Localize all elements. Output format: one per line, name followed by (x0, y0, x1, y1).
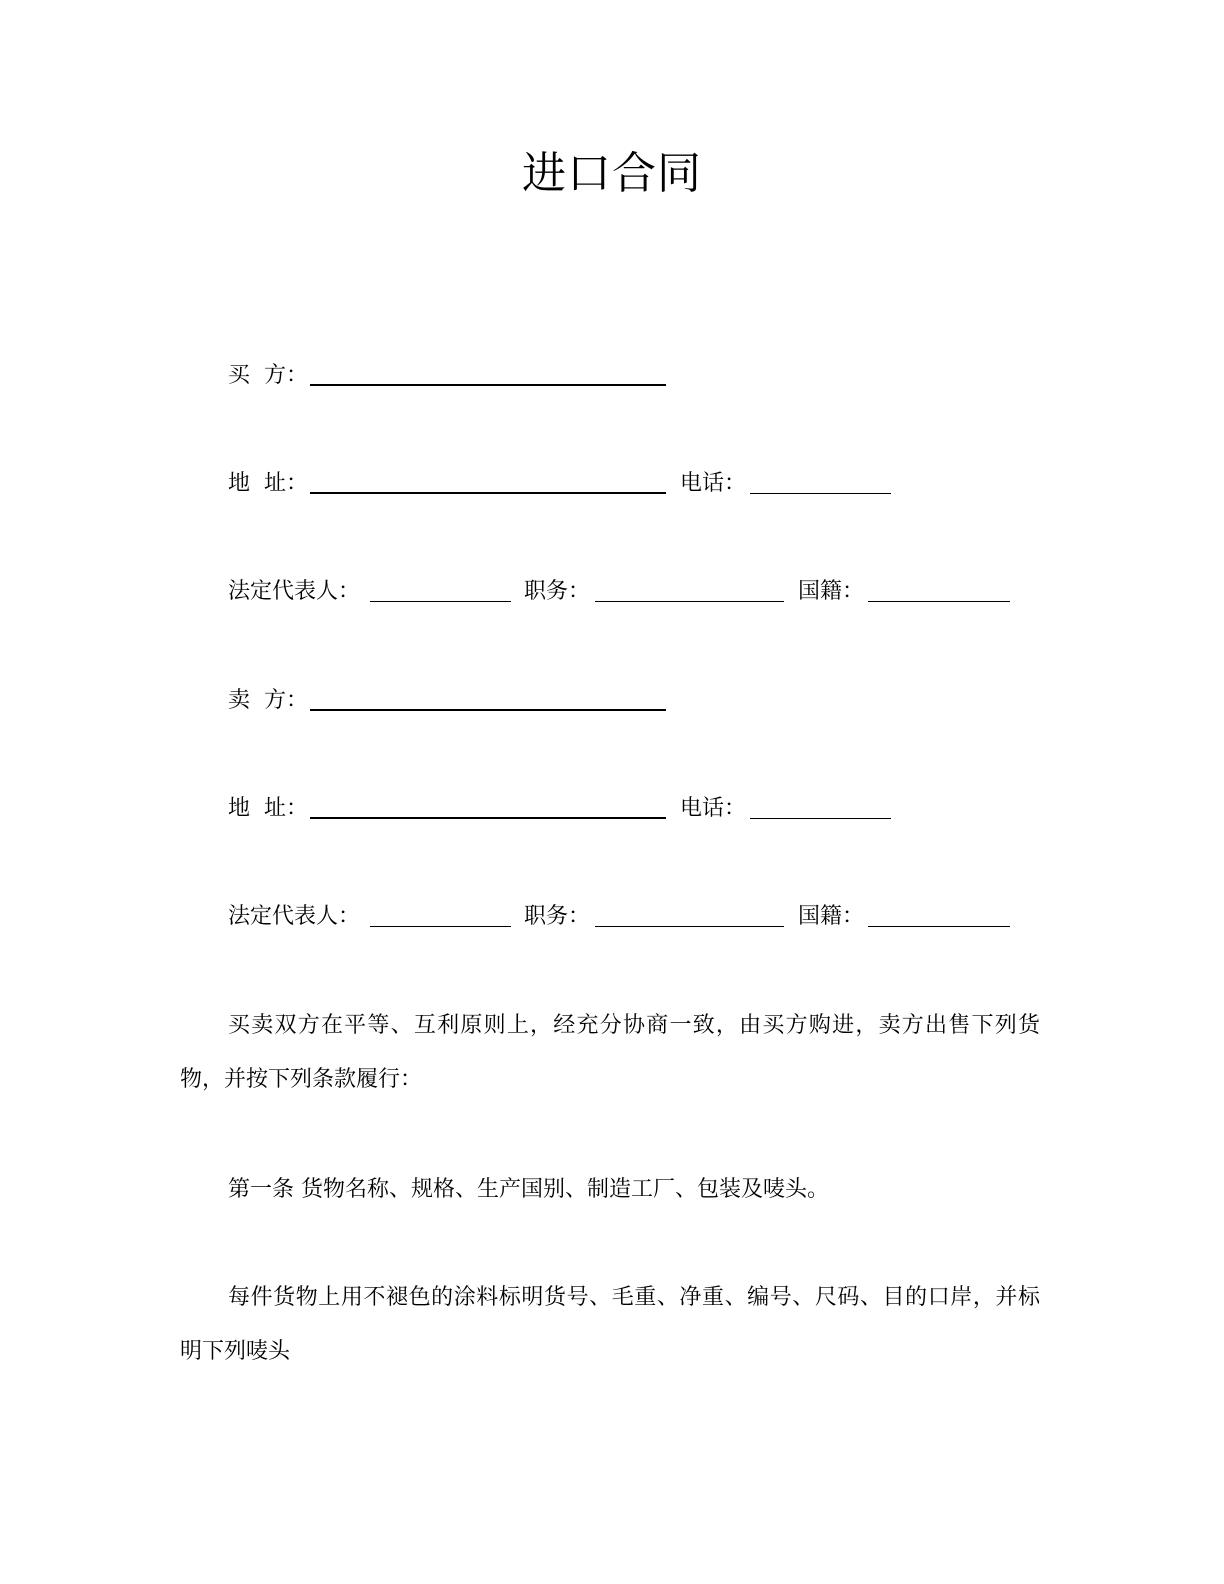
seller-address-label: 地 址： (228, 796, 308, 821)
seller-rep-label: 法定代表人： (228, 904, 361, 929)
buyer-address-label: 地 址： (228, 471, 308, 496)
buyer-rep-label: 法定代表人： (228, 579, 361, 604)
buyer-position-blank[interactable] (595, 601, 784, 602)
seller-phone-blank[interactable] (750, 818, 891, 819)
buyer-representative-row (228, 576, 1028, 608)
buyer-name-blank[interactable] (310, 384, 666, 386)
marking-paragraph (180, 1271, 1040, 1379)
seller-name-blank[interactable] (310, 709, 666, 711)
seller-address-blank[interactable] (310, 817, 666, 819)
seller-representative-row (228, 901, 1028, 933)
seller-name-row (228, 685, 728, 717)
buyer-address-blank[interactable] (310, 492, 666, 494)
buyer-rep-blank[interactable] (370, 601, 511, 602)
intro-text: 买卖双方在平等、互利原则上，经充分协商一致，由买方购进，卖方出售下列货物，并按下列条款履行： (180, 1013, 1040, 1092)
seller-phone-label: 电话： (680, 796, 747, 821)
intro-paragraph (180, 999, 1040, 1107)
seller-position-label: 职务： (524, 904, 591, 929)
buyer-address-row (228, 468, 928, 500)
seller-address-row (228, 793, 928, 825)
seller-rep-blank[interactable] (370, 926, 511, 927)
buyer-label: 买 方： (228, 363, 308, 388)
buyer-phone-label: 电话： (680, 471, 747, 496)
buyer-position-label: 职务： (524, 579, 591, 604)
buyer-phone-blank[interactable] (750, 493, 891, 494)
document-title: 进口合同 (522, 148, 702, 199)
marking-text: 每件货物上用不褪色的涂料标明货号、毛重、净重、编号、尺码、目的口岸，并标明下列唛头 (180, 1285, 1040, 1364)
buyer-nationality-blank[interactable] (868, 601, 1010, 602)
seller-nationality-label: 国籍： (798, 904, 865, 929)
article-1-paragraph (180, 1163, 1040, 1217)
seller-nationality-blank[interactable] (868, 926, 1010, 927)
article-1-text: 第一条 货物名称、规格、生产国别、制造工厂、包装及唛头。 (228, 1177, 829, 1202)
buyer-name-row (228, 360, 728, 392)
buyer-nationality-label: 国籍： (798, 579, 865, 604)
seller-label: 卖 方： (228, 688, 308, 713)
seller-position-blank[interactable] (595, 926, 784, 927)
